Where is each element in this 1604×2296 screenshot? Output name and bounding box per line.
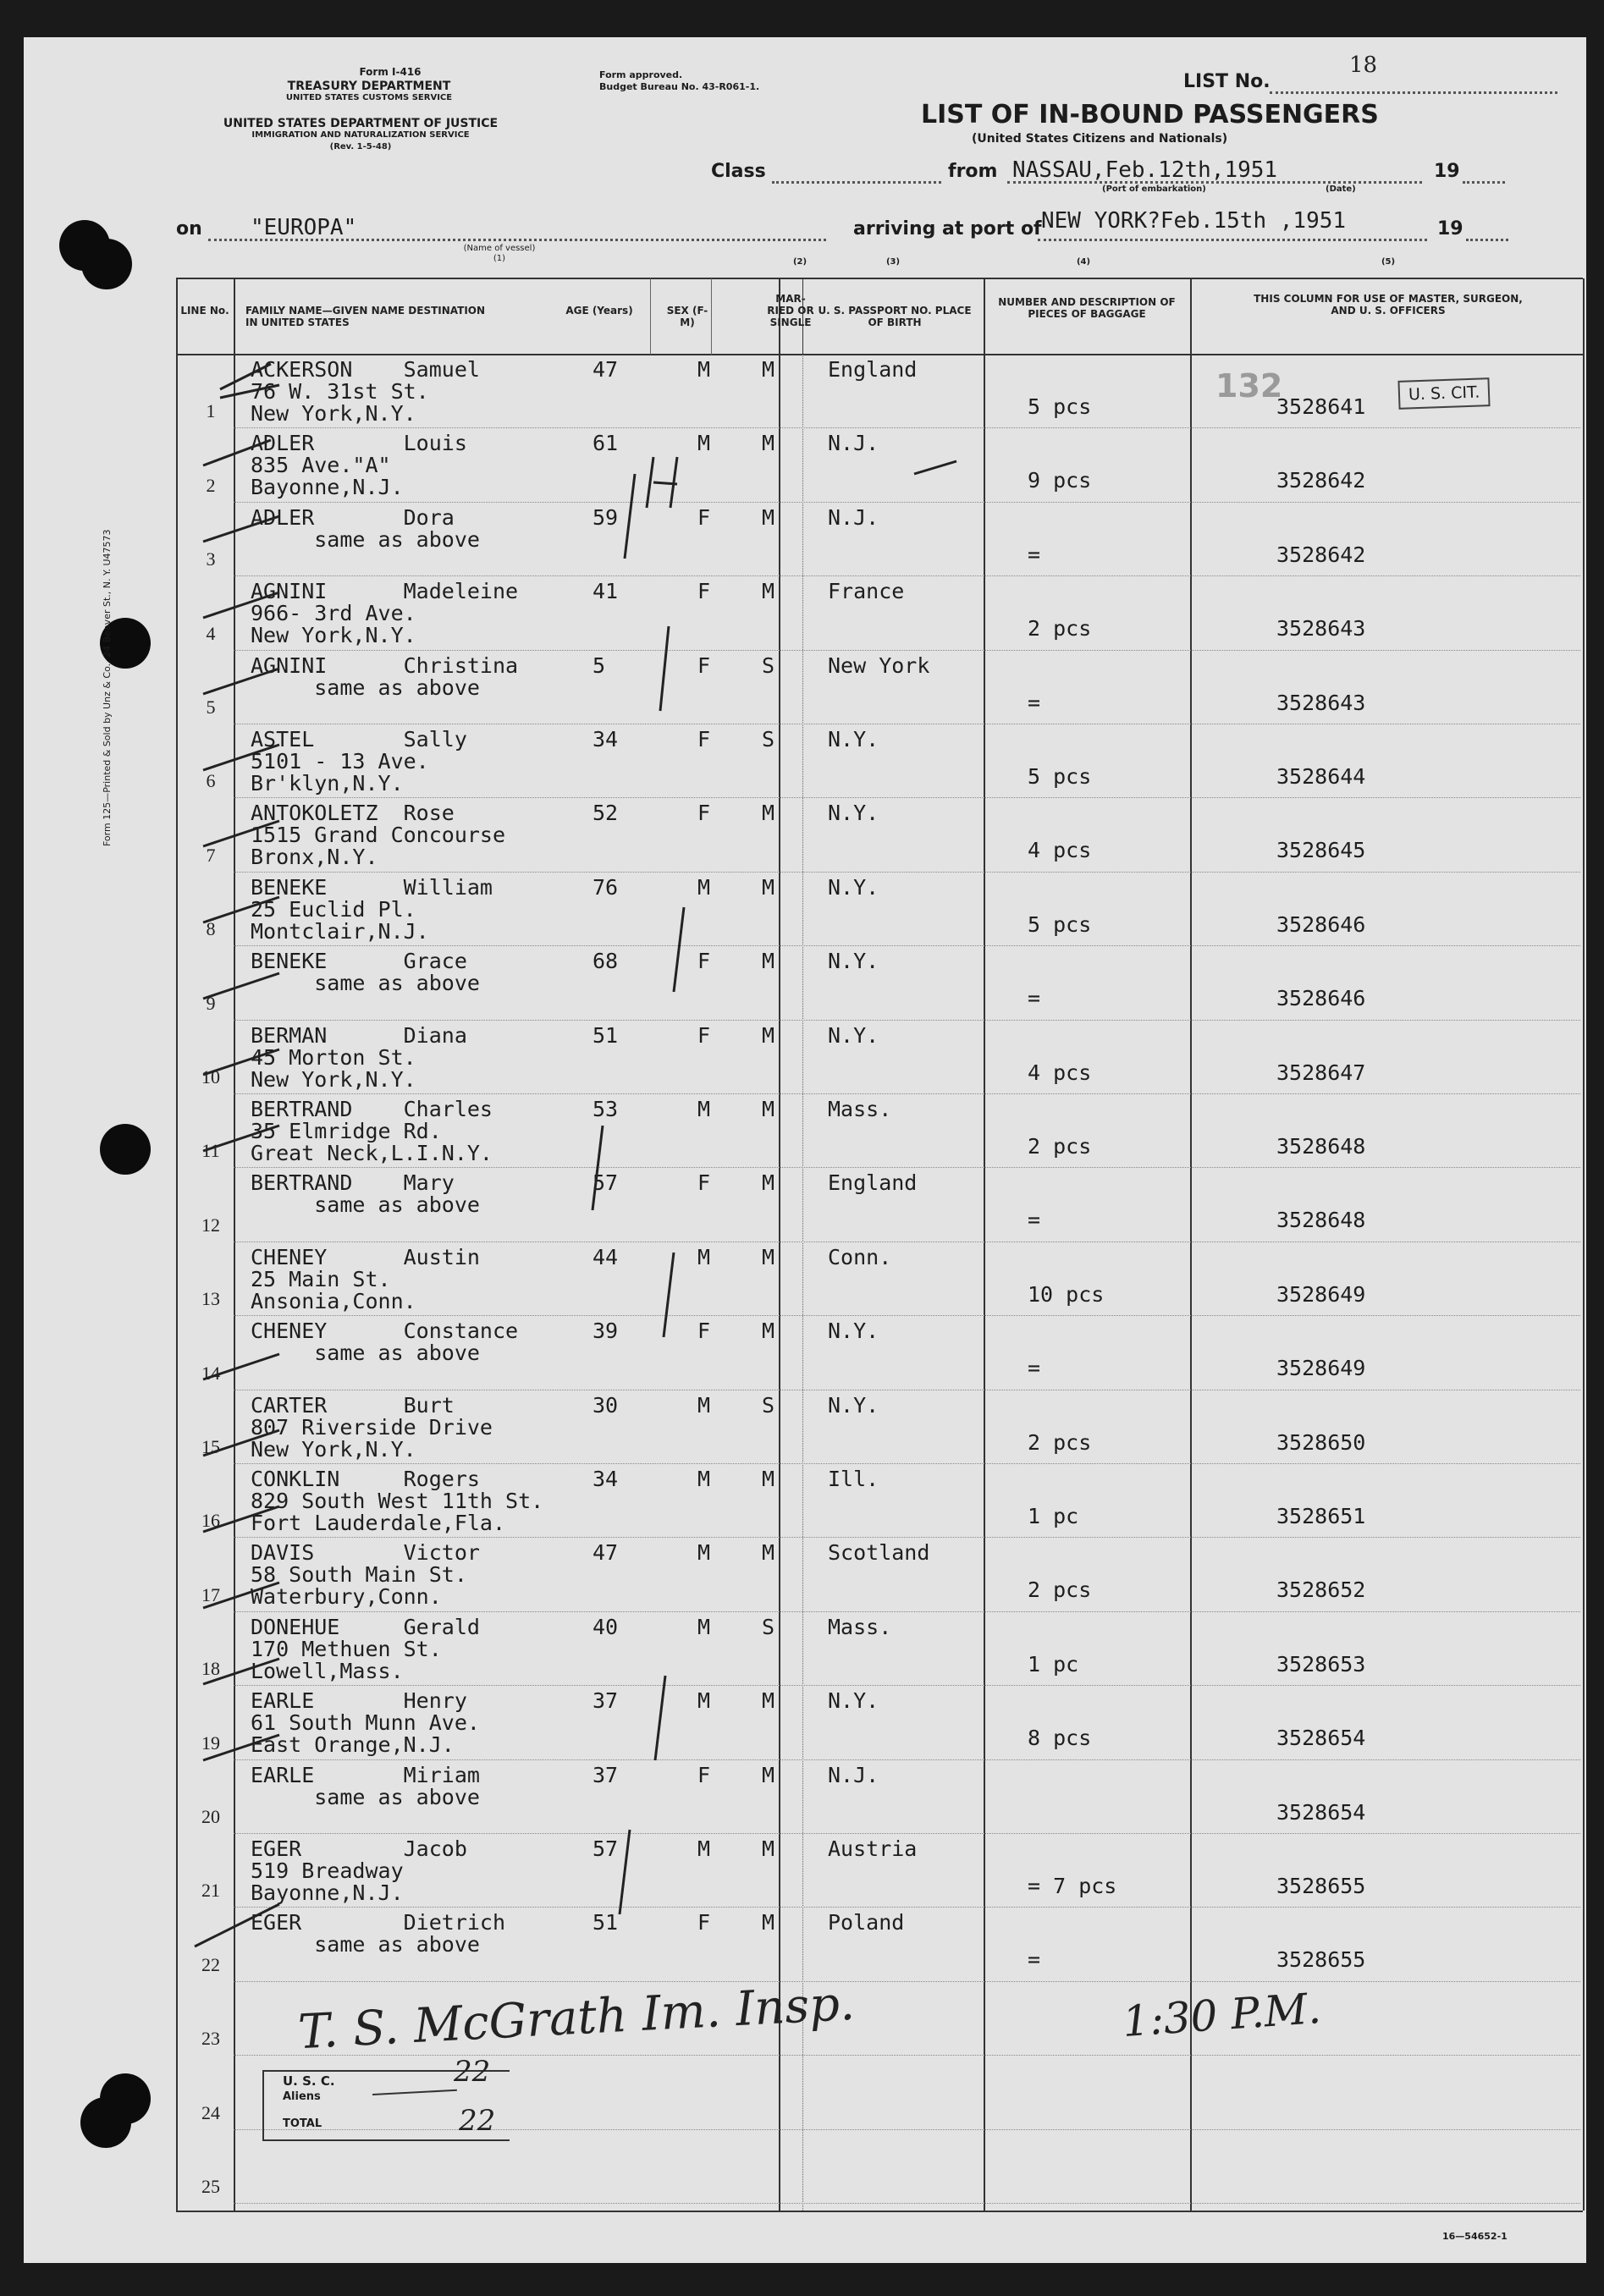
address-line-1: same as above	[251, 675, 480, 700]
ink-stroke	[195, 1904, 279, 1946]
baggage-count: 2 pcs	[1028, 616, 1092, 641]
ticket-number: 3528643	[1276, 691, 1366, 715]
address-line-2: Waterbury,Conn.	[251, 1584, 442, 1609]
place-of-birth: N.Y.	[828, 727, 879, 752]
line-number: 9	[206, 993, 216, 1014]
passenger-name: ACKERSON Samuel	[251, 357, 480, 382]
date-caption: (Date)	[1326, 184, 1356, 194]
line-number: 10	[201, 1066, 220, 1087]
passenger-name: CHENEY Austin	[251, 1245, 480, 1269]
manifest-subtitle: (United States Citizens and Nationals)	[972, 132, 1228, 146]
class-label: Class	[711, 161, 766, 182]
on-label: on	[176, 218, 202, 240]
address-line-1: 835 Ave."A"	[251, 453, 391, 477]
passenger-age: 30	[593, 1393, 619, 1418]
passenger-name: CONKLIN Rogers	[251, 1467, 480, 1491]
line-number: 12	[201, 1214, 220, 1236]
passenger-sex: M	[697, 1836, 711, 1861]
passenger-sex: F	[697, 579, 711, 603]
address-line-1: 25 Main St.	[251, 1267, 391, 1291]
baggage-count: 5 pcs	[1028, 394, 1092, 419]
ticket-number: 3528649	[1276, 1356, 1366, 1380]
address-line-1: 966- 3rd Ave.	[251, 601, 416, 625]
ink-stroke	[674, 907, 684, 992]
passenger-name: BENEKE Grace	[251, 949, 467, 973]
ticket-number: 3528644	[1276, 764, 1366, 789]
line-number: 21	[201, 1880, 220, 1901]
passenger-age: 51	[593, 1910, 619, 1935]
passenger-age: 37	[593, 1688, 619, 1713]
header-baggage: NUMBER AND DESCRIPTION OF PIECES OF BAGGAGE	[998, 296, 1176, 320]
baggage-count: =	[1028, 1947, 1041, 1972]
place-of-birth: Austria	[828, 1836, 918, 1861]
ink-stroke	[203, 1049, 279, 1075]
passenger-sex: F	[697, 1170, 711, 1195]
passenger-age: 39	[593, 1319, 619, 1343]
ink-stroke	[203, 1735, 279, 1760]
address-line-1: same as above	[251, 1785, 480, 1809]
passenger-sex: M	[697, 1097, 711, 1121]
ink-stroke	[203, 1506, 279, 1532]
col-no-4: (4)	[1076, 257, 1091, 267]
passenger-sex: M	[697, 357, 711, 382]
ticket-number: 3528653	[1276, 1652, 1366, 1677]
marital-status: S	[762, 1393, 775, 1418]
marital-status: S	[762, 727, 775, 752]
place-of-birth: England	[828, 357, 918, 382]
header-passport: U. S. PASSPORT NO. PLACE OF BIRTH	[818, 305, 972, 328]
passenger-name: EGER Dietrich	[251, 1910, 506, 1935]
col-no-2: (2)	[792, 257, 808, 267]
ink-stroke	[203, 1583, 279, 1608]
dept1-sub: UNITED STATES CUSTOMS SERVICE	[285, 93, 453, 102]
place-of-birth: N.Y.	[828, 1319, 879, 1343]
place-of-birth: Ill.	[828, 1467, 879, 1491]
line-number: 22	[201, 1954, 220, 1975]
baggage-count: 1 pc	[1028, 1504, 1079, 1528]
marital-status: M	[762, 875, 775, 900]
passenger-sex: M	[697, 1245, 711, 1269]
list-no-label: LIST No.	[1183, 71, 1271, 92]
passenger-name: DAVIS Victor	[251, 1540, 480, 1565]
place-of-birth: N.Y.	[828, 1393, 879, 1418]
ink-stroke	[203, 821, 279, 846]
marital-status: M	[762, 1097, 775, 1121]
passenger-name: BERTRAND Charles	[251, 1097, 493, 1121]
place-of-birth: N.Y.	[828, 1688, 879, 1713]
place-of-birth: Mass.	[828, 1097, 892, 1121]
address-line-2: Lowell,Mass.	[251, 1659, 404, 1683]
passenger-age: 37	[593, 1763, 619, 1787]
passenger-sex: M	[697, 1688, 711, 1713]
marital-status: M	[762, 357, 775, 382]
usc-count: 22	[454, 2055, 491, 2089]
place-of-birth: N.Y.	[828, 801, 879, 825]
address-line-2: Ansonia,Conn.	[251, 1289, 416, 1313]
marital-status: M	[762, 1023, 775, 1048]
marital-status: M	[762, 1763, 775, 1787]
aliens-label: Aliens	[283, 2090, 321, 2103]
arriving-label: arriving at port of	[853, 218, 1042, 240]
ticket-number: 3528652	[1276, 1577, 1366, 1602]
from-label: from	[948, 161, 998, 182]
address-line-1: 1515 Grand Concourse	[251, 823, 506, 847]
baggage-count: =	[1028, 1356, 1041, 1380]
baggage-count: 2 pcs	[1028, 1430, 1092, 1455]
ink-stroke	[203, 1126, 279, 1151]
address-line-2: Br'klyn,N.Y.	[251, 771, 404, 796]
address-line-2: New York,N.Y.	[251, 1437, 416, 1462]
ticket-number: 3528641	[1276, 394, 1366, 419]
list-number: 18	[1349, 52, 1378, 78]
place-of-birth: N.J.	[828, 505, 879, 530]
ticket-number: 3528642	[1276, 542, 1366, 567]
ink-stroke	[655, 1676, 665, 1760]
passenger-name: BERMAN Diana	[251, 1023, 467, 1048]
header-sex: SEX (F-M)	[666, 305, 708, 328]
address-line-2: Montclair,N.J.	[251, 919, 429, 944]
address-line-1: 807 Riverside Drive	[251, 1415, 493, 1440]
ticket-number: 3528649	[1276, 1282, 1366, 1307]
address-line-1: same as above	[251, 971, 480, 995]
address-line-1: 170 Methuen St.	[251, 1637, 442, 1661]
passenger-name: EARLE Henry	[251, 1688, 467, 1713]
passenger-name: BENEKE William	[251, 875, 493, 900]
baggage-count: 1 pc	[1028, 1652, 1079, 1677]
dept2: UNITED STATES DEPARTMENT OF JUSTICE	[223, 117, 499, 130]
baggage-count: 9 pcs	[1028, 468, 1092, 493]
ticket-number: 3528643	[1276, 616, 1366, 641]
passenger-sex: F	[697, 1910, 711, 1935]
total-count: 22	[459, 2104, 496, 2138]
budget-bureau: Budget Bureau No. 43-R061-1.	[599, 81, 760, 92]
us-citizen-stamp: U. S. CIT.	[1397, 377, 1491, 410]
ink-stroke	[203, 669, 279, 694]
passenger-sex: F	[697, 727, 711, 752]
ticket-number: 3528646	[1276, 986, 1366, 1010]
address-line-1: same as above	[251, 1932, 480, 1957]
ink-stroke	[625, 474, 635, 559]
dept2-sub: IMMIGRATION AND NATURALIZATION SERVICE	[251, 130, 470, 140]
line-number: 7	[206, 845, 216, 866]
passenger-sex: F	[697, 505, 711, 530]
marital-status: M	[762, 579, 775, 603]
baggage-count: 4 pcs	[1028, 1060, 1092, 1085]
form-number: Form I-416	[359, 66, 422, 78]
passenger-sex: M	[697, 431, 711, 455]
line-number: 1	[206, 400, 216, 421]
passenger-name: ADLER Dora	[251, 505, 455, 530]
passenger-age: 68	[593, 949, 619, 973]
address-line-2: New York,N.Y.	[251, 401, 416, 426]
baggage-count: =	[1028, 691, 1041, 715]
passenger-age: 76	[593, 875, 619, 900]
passenger-age: 57	[593, 1836, 619, 1861]
line-number: 3	[206, 548, 216, 570]
vessel-col-number: (1)	[493, 254, 506, 263]
passenger-age: 51	[593, 1023, 619, 1048]
usc-label: U. S. C.	[283, 2073, 335, 2089]
header-married: MAR-RIED OR SINGLE	[767, 293, 814, 328]
line-number: 24	[201, 2102, 220, 2123]
col-no-3: (3)	[885, 257, 901, 267]
passenger-sex: F	[697, 949, 711, 973]
passenger-age: 34	[593, 727, 619, 752]
passenger-age: 57	[593, 1170, 619, 1195]
address-line-2: Fort Lauderdale,Fla.	[251, 1511, 506, 1535]
footer-code: 16—54652-1	[1442, 2231, 1508, 2242]
marital-status: M	[762, 1319, 775, 1343]
passenger-name: ASTEL Sally	[251, 727, 467, 752]
line-number: 25	[201, 2176, 220, 2197]
ticket-number: 3528648	[1276, 1208, 1366, 1232]
line-number: 20	[201, 1806, 220, 1827]
header-age: AGE (Years)	[565, 305, 633, 317]
marital-status: M	[762, 1540, 775, 1565]
passenger-name: EARLE Miriam	[251, 1763, 480, 1787]
col-no-5: (5)	[1381, 257, 1396, 267]
ink-stroke	[203, 592, 279, 618]
baggage-count: 10 pcs	[1028, 1282, 1105, 1307]
passenger-sex: F	[697, 1023, 711, 1048]
passenger-sex: F	[697, 1763, 711, 1787]
address-line-2: Bronx,N.Y.	[251, 845, 378, 869]
line-number: 16	[201, 1510, 220, 1531]
header-officers: THIS COLUMN FOR USE OF MASTER, SURGEON, AND U. S. OFFICERS	[1254, 293, 1523, 317]
ink-stroke	[203, 897, 279, 922]
passenger-age: 47	[593, 1540, 619, 1565]
baggage-count: =	[1028, 542, 1041, 567]
ticket-number: 3528647	[1276, 1060, 1366, 1085]
passenger-sex: M	[697, 1393, 711, 1418]
ink-stroke	[593, 1126, 603, 1210]
marital-status: M	[762, 505, 775, 530]
baggage-count: 2 pcs	[1028, 1577, 1092, 1602]
passenger-sex: M	[697, 875, 711, 900]
ticket-number: 3528654	[1276, 1726, 1366, 1750]
baggage-count: 2 pcs	[1028, 1134, 1092, 1159]
arriving-port-value: NEW YORK?Feb.15th ,1951	[1041, 208, 1347, 234]
line-number: 4	[206, 623, 216, 644]
side-printer-text: Form 125—Printed & Sold by Unz & Co., 24 Beaver St., N. Y. U47573	[102, 529, 113, 846]
marital-status: M	[762, 431, 775, 455]
line-number: 14	[201, 1363, 220, 1384]
ticket-number: 3528642	[1276, 468, 1366, 493]
passenger-age: 59	[593, 505, 619, 530]
ticket-number: 3528654	[1276, 1800, 1366, 1825]
marital-status: M	[762, 1170, 775, 1195]
place-of-birth: N.J.	[828, 1763, 879, 1787]
place-of-birth: N.Y.	[828, 949, 879, 973]
passenger-name: CARTER Burt	[251, 1393, 455, 1418]
baggage-count: =	[1028, 1208, 1041, 1232]
address-line-2: Bayonne,N.J.	[251, 1880, 404, 1905]
passenger-age: 53	[593, 1097, 619, 1121]
passenger-name: AGNINI Madeleine	[251, 579, 519, 603]
address-line-1: same as above	[251, 1192, 480, 1217]
place-of-birth: N.J.	[828, 431, 879, 455]
passenger-age: 5	[593, 653, 606, 678]
marital-status: M	[762, 949, 775, 973]
address-line-2: Bayonne,N.J.	[251, 475, 404, 499]
marital-status: M	[762, 1688, 775, 1713]
place-of-birth: England	[828, 1170, 918, 1195]
address-line-1: 519 Breadway	[251, 1858, 404, 1883]
dept1: TREASURY DEPARTMENT	[287, 80, 451, 93]
ticket-number: 3528650	[1276, 1430, 1366, 1455]
address-line-1: 61 South Munn Ave.	[251, 1710, 480, 1735]
ticket-number: 3528646	[1276, 912, 1366, 937]
ticket-number: 3528648	[1276, 1134, 1366, 1159]
ink-stroke	[203, 1659, 279, 1684]
baggage-count: 5 pcs	[1028, 764, 1092, 789]
line-number: 18	[201, 1658, 220, 1679]
place-of-birth: N.Y.	[828, 875, 879, 900]
passenger-name: BERTRAND Mary	[251, 1170, 455, 1195]
passenger-age: 47	[593, 357, 619, 382]
address-line-2: East Orange,N.J.	[251, 1732, 455, 1757]
vessel-name: "EUROPA"	[251, 215, 357, 240]
address-line-1: 45 Morton St.	[251, 1045, 416, 1070]
handwritten-time: 1:30 P.M.	[1121, 1983, 1323, 2047]
ink-stroke	[647, 457, 677, 508]
marital-status: M	[762, 1467, 775, 1491]
vessel-caption: (Name of vessel)	[463, 244, 536, 253]
ink-stroke	[914, 461, 956, 474]
passenger-sex: F	[697, 1319, 711, 1343]
marital-status: S	[762, 1615, 775, 1639]
passenger-name: ANTOKOLETZ Rose	[251, 801, 455, 825]
port-caption: (Port of embarkation)	[1102, 184, 1206, 194]
passenger-sex: M	[697, 1615, 711, 1639]
passenger-name: CHENEY Constance	[251, 1319, 519, 1343]
total-label: TOTAL	[283, 2117, 322, 2130]
passenger-name: DONEHUE Gerald	[251, 1615, 480, 1639]
address-line-1: same as above	[251, 527, 480, 552]
ticket-number: 3528655	[1276, 1947, 1366, 1972]
ink-stroke	[664, 1253, 674, 1337]
address-line-2: New York,N.Y.	[251, 623, 416, 647]
line-number: 8	[206, 918, 216, 939]
line-number: 23	[201, 2028, 220, 2049]
ink-stroke	[220, 364, 279, 398]
passenger-sex: F	[697, 653, 711, 678]
address-line-1: 58 South Main St.	[251, 1562, 467, 1587]
baggage-count: = 7 pcs	[1028, 1874, 1117, 1898]
year-prefix-2: 19	[1437, 218, 1463, 240]
place-of-birth: Conn.	[828, 1245, 892, 1269]
line-number: 2	[206, 475, 216, 496]
marital-status: M	[762, 801, 775, 825]
place-of-birth: Mass.	[828, 1615, 892, 1639]
place-of-birth: Scotland	[828, 1540, 930, 1565]
ticket-number: 3528645	[1276, 838, 1366, 862]
manifest-title: LIST OF IN-BOUND PASSENGERS	[921, 100, 1379, 129]
year-prefix-1: 19	[1434, 161, 1460, 182]
ink-stroke	[203, 745, 279, 770]
line-number: 17	[201, 1584, 220, 1605]
marital-status: M	[762, 1836, 775, 1861]
ink-stroke	[660, 626, 669, 711]
line-number: 5	[206, 697, 216, 718]
passenger-age: 34	[593, 1467, 619, 1491]
ticket-number: 3528655	[1276, 1874, 1366, 1898]
place-of-birth: N.Y.	[828, 1023, 879, 1048]
inspector-signature: T. S. McGrath Im. Insp.	[296, 1975, 857, 2061]
marital-status: M	[762, 1910, 775, 1935]
address-line-2: Great Neck,L.I.N.Y.	[251, 1141, 493, 1165]
place-of-birth: France	[828, 579, 905, 603]
marital-status: S	[762, 653, 775, 678]
address-line-2: New York,N.Y.	[251, 1067, 416, 1092]
line-number: 15	[201, 1436, 220, 1457]
baggage-count: =	[1028, 986, 1041, 1010]
passenger-age: 44	[593, 1245, 619, 1269]
baggage-count: 8 pcs	[1028, 1726, 1092, 1750]
passenger-age: 41	[593, 579, 619, 603]
marital-status: M	[762, 1245, 775, 1269]
header-name: FAMILY NAME—GIVEN NAME DESTINATION IN UNITED STATES	[245, 305, 486, 328]
passenger-name: EGER Jacob	[251, 1836, 467, 1861]
address-line-1: 5101 - 13 Ave.	[251, 749, 429, 774]
place-of-birth: New York	[828, 653, 930, 678]
ink-stroke	[203, 1354, 279, 1379]
ink-stroke	[620, 1830, 630, 1914]
address-line-1: same as above	[251, 1341, 480, 1365]
ink-stroke	[203, 1430, 279, 1456]
passenger-age: 52	[593, 801, 619, 825]
faded-stamp-number: 132	[1215, 367, 1283, 405]
address-line-1: 35 Elmridge Rd.	[251, 1119, 442, 1143]
ink-stroke	[203, 440, 271, 465]
port-of-embarkation-value: NASSAU,Feb.12th,1951	[1012, 157, 1278, 183]
header-line-no: LINE No.	[180, 305, 229, 317]
baggage-count: 5 pcs	[1028, 912, 1092, 937]
ticket-number: 3528651	[1276, 1504, 1366, 1528]
place-of-birth: Poland	[828, 1910, 905, 1935]
line-number: 11	[201, 1140, 220, 1161]
passenger-name: AGNINI Christina	[251, 653, 519, 678]
address-line-1: 829 South West 11th St.	[251, 1489, 544, 1513]
address-line-1: 25 Euclid Pl.	[251, 897, 416, 922]
passenger-name: ADLER Louis	[251, 431, 467, 455]
line-number: 6	[206, 770, 216, 791]
revision: (Rev. 1-5-48)	[329, 142, 392, 151]
ink-stroke	[203, 973, 279, 999]
passenger-age: 40	[593, 1615, 619, 1639]
line-number: 19	[201, 1732, 220, 1754]
passenger-age: 61	[593, 431, 619, 455]
passenger-sex: F	[697, 801, 711, 825]
ink-stroke	[203, 516, 279, 542]
passenger-sex: M	[697, 1540, 711, 1565]
form-approved: Form approved.	[599, 69, 683, 80]
passenger-sex: M	[697, 1467, 711, 1491]
line-number: 13	[201, 1288, 220, 1309]
address-line-1: 76 W. 31st St.	[251, 379, 429, 404]
baggage-count: 4 pcs	[1028, 838, 1092, 862]
